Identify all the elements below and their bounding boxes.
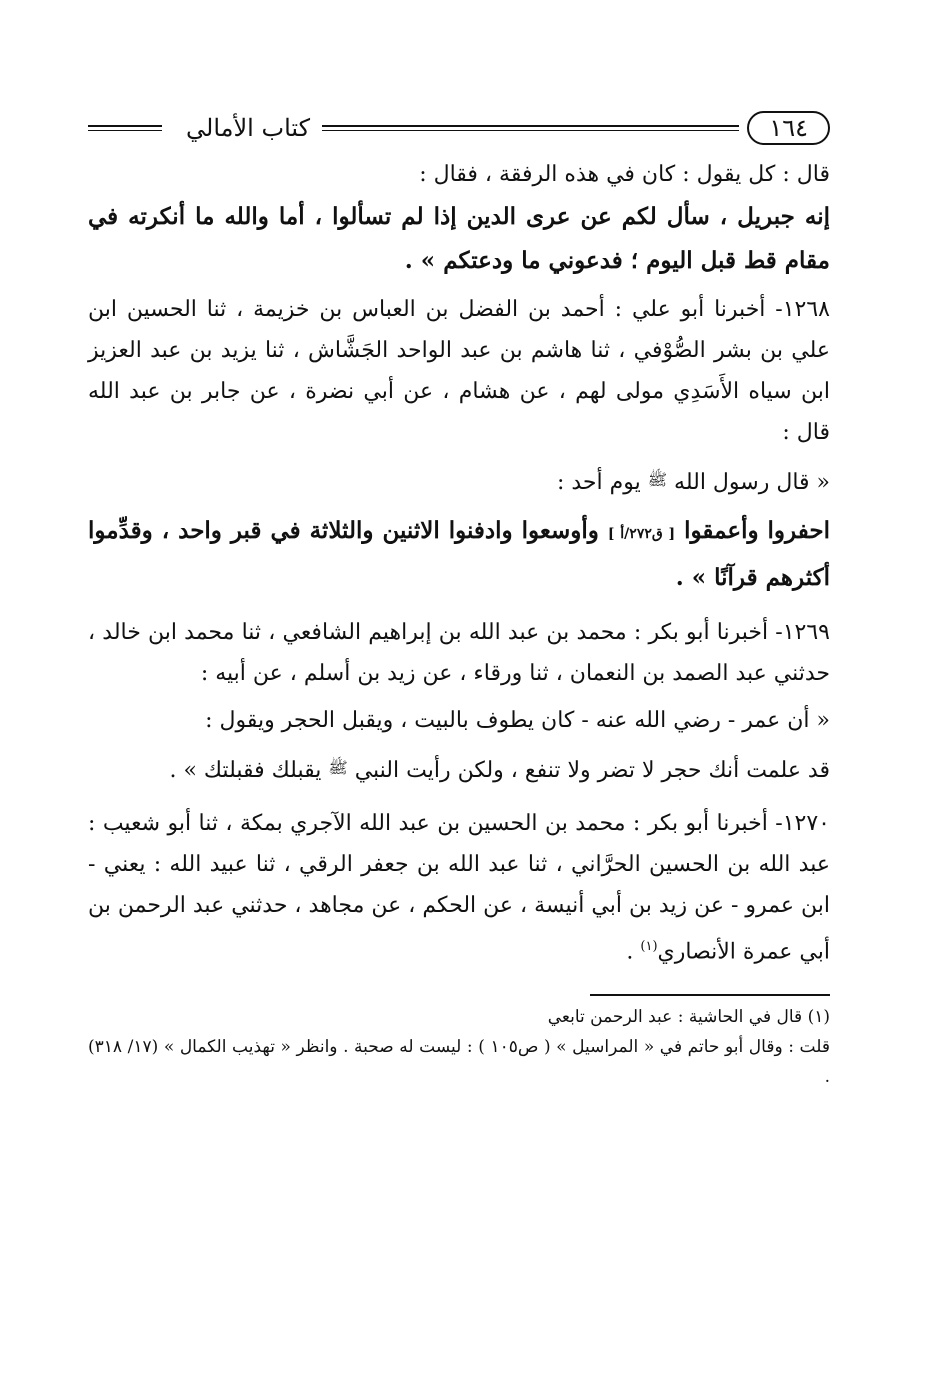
running-header	[88, 108, 830, 148]
salla-honorific: ﷺ	[328, 758, 348, 777]
hadith-1268-intro	[88, 459, 830, 503]
salla-honorific: ﷺ	[647, 470, 668, 489]
hadith-1268-matn	[88, 509, 830, 600]
footnote-1: (١) قال في الحاشية : عبد الرحمن تابعي	[547, 1007, 830, 1028]
hadith-1268-intro-a: « قال رسول الله	[674, 470, 830, 495]
hadith-1269-intro: « أن عمر - رضي الله عنه - كان يطوف بالبيت ، ويقبل الحجر ويقول :	[205, 708, 830, 733]
header-rule-short	[88, 125, 162, 131]
quote-jibril: إنه جبريل ، سأل لكم عن عرى الدين إذا لم تسألوا ، أما والله ما أنكرته في مقام قط قبل اليوم ؛ فدعوني ما ودعتكم » .	[88, 203, 830, 274]
header-rule-long	[322, 125, 739, 131]
hadith-1268-intro-b: يوم أحد :	[556, 470, 641, 495]
manuscript-ref: [ ق٢٧٢/أ ]	[607, 526, 676, 542]
hadith-1270-text: ١٢٧٠- أخبرنا أبو بكر : محمد بن الحسين بن عبد الله الآجري بمكة ، ثنا أبو شعيب : عبد الله بن الحسين الحرَّاني ، ثنا عبد الله بن جعفر الرقي ، ثنا عبيد الله : يعني - ابن عمرو - عن زيد بن أبي أنيسة ، عن الحكم ، عن مجاهد ، حدثني عبد الرحمن بن أبي عمرة الأنصاري	[88, 811, 830, 965]
page-number: ١٦٤	[747, 111, 830, 145]
intro-line: قال : كل يقول : كان في هذه الرفقة ، فقال :	[419, 162, 830, 187]
hadith-1268-matn-b: وأوسعوا وادفنوا الاثنين والثلاثة في قبر واحد ، وقدِّموا أكثرهم قرآنًا » .	[88, 517, 830, 591]
hadith-1269-matn-b: يقبلك فقبلتك » .	[169, 758, 322, 783]
footnote-separator	[590, 994, 830, 996]
hadith-1269-matn	[88, 747, 830, 791]
hadith-1268-isnad: ١٢٦٨- أخبرنا أبو علي : أحمد بن الفضل بن العباس بن خزيمة ، ثنا الحسين ابن علي بن بشر الصُّوْفي ، ثنا هاشم بن عبد الواحد الجَشَّاش ، ثنا يزيد بن عبد العزيز ابن سياه الأَسَدِي مولى لهم ، عن هشام ، عن أبي نضرة ، عن جابر بن عبد الله قال :	[88, 297, 830, 445]
book-title: كتاب الأمالي	[186, 114, 311, 142]
hadith-1269-isnad: ١٢٦٩- أخبرنا أبو بكر : محمد بن عبد الله بن إبراهيم الشافعي ، ثنا محمد ابن خالد ، حدثني عبد الصمد بن النعمان ، ثنا ورقاء ، عن زيد بن أسلم ، عن أبيه :	[88, 620, 830, 686]
footnote-1-note: قلت : وقال أبو حاتم في « المراسيل » ( ص١٠٥ ) : ليست له صحبة . وانظر « تهذيب الكمال » (١٧/ ٣١٨) .	[88, 1037, 830, 1088]
hadith-1270-isnad	[88, 803, 830, 972]
footnote-marker[interactable]: (١)	[640, 939, 658, 954]
hadith-1270-end: .	[626, 939, 641, 965]
hadith-1268-matn-a: احفروا وأعمقوا	[684, 517, 830, 544]
hadith-1269-matn-a: قد علمت أنك حجر لا تضر ولا تنفع ، ولكن رأيت النبي	[354, 758, 830, 783]
page	[88, 108, 830, 1092]
